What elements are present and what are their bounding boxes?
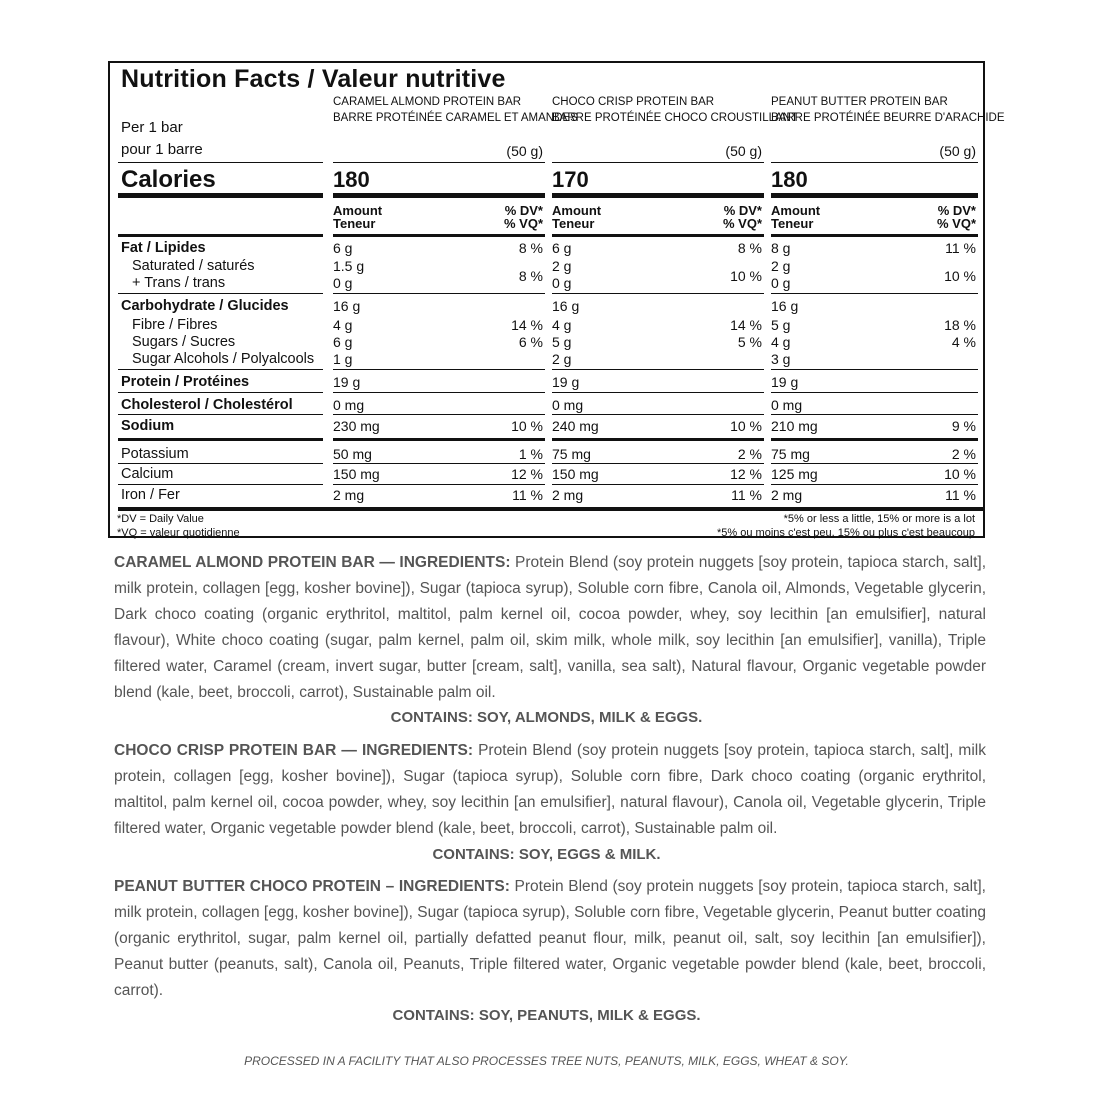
- value-calcium: 150 mg: [552, 466, 599, 482]
- panel-title: Nutrition Facts / Valeur nutritive: [121, 65, 506, 93]
- rule-left-thick: [118, 193, 323, 198]
- value-trans: 0 g: [333, 275, 353, 291]
- footnote-percent-en: *5% or less a little, 15% or more is a lot: [783, 513, 975, 525]
- column-rule: [333, 484, 545, 485]
- value-carb: 16 g: [552, 298, 580, 314]
- dv-fat: 8 %: [518, 240, 543, 256]
- dv-calcium: 12 %: [730, 466, 762, 482]
- column-rule: [771, 369, 978, 370]
- value-sugars: 6 g: [333, 334, 353, 350]
- value-sugars: 5 g: [552, 334, 572, 350]
- column-rule: [552, 234, 764, 237]
- rule-left-header: [118, 234, 323, 237]
- column-rule: [552, 463, 764, 464]
- product-column-peanut: [771, 63, 1005, 507]
- contains-choco: CONTAINS: SOY, EGGS & MILK.: [432, 846, 661, 863]
- label-iron: Iron / Fer: [121, 487, 180, 503]
- value-iron: 2 mg: [333, 487, 365, 503]
- value-fat: 6 g: [552, 240, 572, 256]
- product-name-en: CARAMEL ALMOND PROTEIN BAR: [333, 96, 522, 108]
- label-fibre: Fibre / Fibres: [132, 317, 218, 333]
- column-rule: [333, 392, 545, 393]
- nutrition-facts-panel: [108, 61, 1005, 539]
- value-protein: 19 g: [333, 374, 361, 390]
- rule-left-chol: [118, 414, 323, 415]
- value-carb: 16 g: [771, 298, 799, 314]
- label-cholesterol: Cholesterol / Cholestérol: [121, 397, 293, 413]
- dv-potassium: 2 %: [737, 446, 762, 462]
- dv-saturated-trans: 8 %: [518, 268, 543, 284]
- column-rule: [771, 234, 978, 237]
- value-potassium: 75 mg: [771, 446, 810, 462]
- dv-potassium: 1 %: [518, 446, 543, 462]
- value-sugar-alcohols: 1 g: [333, 351, 353, 367]
- ingredients-text: Protein Blend (soy protein nuggets [soy protein, tapioca starch, salt], milk protein, collagen [egg, kosher bovine]), Sugar (tapioca syrup), Soluble corn fibre, Vegetable glycerin, Peanut butter coating (organic erythritol, sugar, palm kernel oil, partially defatted peanut flour, milk, peanut oil, salt, soy lecithin [an emulsifier]), Peanut butter (peanuts, salt), Canola oil, Peanuts, Triple filtered water, Organic vegetable powder blend (kale, beet, broccoli, carrot).: [114, 878, 986, 999]
- column-rule: [333, 438, 545, 441]
- per-bar-label: Per 1 bar: [121, 119, 183, 136]
- rule-bottom-thick: [118, 507, 984, 511]
- dv-header: % DV*: [723, 203, 762, 218]
- vq-header: % VQ*: [722, 216, 762, 231]
- value-cholesterol: 0 mg: [771, 397, 803, 413]
- label-sodium: Sodium: [121, 418, 175, 434]
- footnote-percent-fr: *5% ou moins c'est peu, 15% ou plus c'est beaucoup: [717, 527, 975, 539]
- value-protein: 19 g: [771, 374, 799, 390]
- dv-sodium: 10 %: [511, 418, 543, 434]
- value-sodium: 210 mg: [771, 418, 818, 434]
- column-rule: [771, 293, 978, 294]
- column-rule: [333, 234, 545, 237]
- vq-header: % VQ*: [936, 216, 976, 231]
- dv-saturated-trans: 10 %: [730, 268, 762, 284]
- contains-caramel: CONTAINS: SOY, ALMONDS, MILK & EGGS.: [390, 709, 703, 726]
- vq-header: % VQ*: [503, 216, 543, 231]
- column-rule: [552, 484, 764, 485]
- column-rule: [552, 162, 764, 163]
- dv-fat: 8 %: [737, 240, 762, 256]
- product-name-fr: BARRE PROTÉINÉE CHOCO CROUSTILLANT: [552, 112, 799, 124]
- value-potassium: 75 mg: [552, 446, 591, 462]
- value-fat: 8 g: [771, 240, 791, 256]
- dv-calcium: 12 %: [511, 466, 543, 482]
- serving-size: (50 g): [939, 143, 976, 159]
- dv-fibre: 18 %: [944, 317, 976, 333]
- label-saturated: Saturated / saturés: [132, 258, 255, 274]
- column-rule: [771, 438, 978, 441]
- value-protein: 19 g: [552, 374, 580, 390]
- column-rule: [333, 162, 545, 163]
- column-rule: [333, 193, 545, 198]
- column-rule: [552, 438, 764, 441]
- rule-left-carb: [118, 369, 323, 370]
- column-rule: [771, 392, 978, 393]
- label-sugars: Sugars / Sucres: [132, 334, 236, 350]
- column-rule: [771, 484, 978, 485]
- dv-header: % DV*: [937, 203, 976, 218]
- column-rule: [552, 369, 764, 370]
- value-iron: 2 mg: [552, 487, 584, 503]
- column-rule: [771, 193, 978, 198]
- column-rule: [333, 463, 545, 464]
- dv-iron: 11 %: [731, 487, 762, 503]
- column-rule: [552, 293, 764, 294]
- dv-header: % DV*: [504, 203, 543, 218]
- column-rule: [771, 414, 978, 415]
- calories-value: 180: [771, 167, 808, 192]
- value-trans: 0 g: [771, 275, 791, 291]
- dv-calcium: 10 %: [944, 466, 976, 482]
- rule-left-sodium: [118, 438, 323, 441]
- column-rule: [552, 392, 764, 393]
- rule-left-protein: [118, 392, 323, 393]
- dv-sodium: 10 %: [730, 418, 762, 434]
- label-fat: Fat / Lipides: [121, 240, 206, 256]
- value-saturated: 2 g: [552, 258, 572, 274]
- value-sugar-alcohols: 3 g: [771, 351, 791, 367]
- ingredients-choco: [114, 738, 986, 842]
- rule-left-fat: [118, 293, 323, 294]
- product-name-en: PEANUT BUTTER PROTEIN BAR: [771, 96, 948, 108]
- dv-fibre: 14 %: [511, 317, 543, 333]
- calories-value: 170: [552, 167, 589, 192]
- rule-left-serving: [118, 162, 323, 163]
- value-calcium: 150 mg: [333, 466, 380, 482]
- label-calcium: Calcium: [121, 466, 174, 482]
- calories-label: Calories: [121, 166, 216, 193]
- value-fibre: 5 g: [771, 317, 791, 333]
- label-carb: Carbohydrate / Glucides: [121, 298, 289, 314]
- column-rule: [333, 369, 545, 370]
- teneur-header: Teneur: [552, 216, 595, 231]
- column-rule: [771, 463, 978, 464]
- column-rule: [552, 193, 764, 198]
- dv-saturated-trans: 10 %: [944, 268, 976, 284]
- label-protein: Protein / Protéines: [121, 374, 250, 390]
- rule-left-potassium: [118, 463, 323, 464]
- calories-value: 180: [333, 167, 370, 192]
- ingredients-peanut: [114, 874, 986, 1004]
- processed-facility-note: PROCESSED IN A FACILITY THAT ALSO PROCESSES TREE NUTS, PEANUTS, MILK, EGGS, WHEAT & SOY.: [244, 1054, 849, 1068]
- column-rule: [771, 162, 978, 163]
- value-sodium: 240 mg: [552, 418, 599, 434]
- serving-size: (50 g): [506, 143, 543, 159]
- dv-sodium: 9 %: [951, 418, 976, 434]
- value-sodium: 230 mg: [333, 418, 380, 434]
- product-name-en: CHOCO CRISP PROTEIN BAR: [552, 96, 715, 108]
- contains-peanut: CONTAINS: SOY, PEANUTS, MILK & EGGS.: [392, 1007, 701, 1024]
- label-trans: + Trans / trans: [132, 275, 226, 291]
- ingredients-heading: CHOCO CRISP PROTEIN BAR — INGREDIENTS:: [114, 742, 474, 759]
- dv-fibre: 14 %: [730, 317, 762, 333]
- value-cholesterol: 0 mg: [333, 397, 365, 413]
- amount-header: Amount: [333, 203, 383, 218]
- rule-left-calcium: [118, 484, 323, 485]
- serving-size: (50 g): [725, 143, 762, 159]
- value-fibre: 4 g: [333, 317, 353, 333]
- value-calcium: 125 mg: [771, 466, 818, 482]
- teneur-header: Teneur: [771, 216, 814, 231]
- amount-header: Amount: [552, 203, 602, 218]
- column-rule: [333, 293, 545, 294]
- ingredients-caramel: [114, 550, 986, 706]
- value-sugars: 4 g: [771, 334, 791, 350]
- value-iron: 2 mg: [771, 487, 803, 503]
- column-rule: [333, 414, 545, 415]
- product-name-fr: BARRE PROTÉINÉE BEURRE D'ARACHIDE: [771, 112, 1005, 124]
- value-cholesterol: 0 mg: [552, 397, 584, 413]
- footnote-vq: *VQ = valeur quotidienne: [117, 527, 240, 539]
- value-trans: 0 g: [552, 275, 572, 291]
- value-saturated: 2 g: [771, 258, 791, 274]
- dv-iron: 11 %: [945, 487, 976, 503]
- dv-iron: 11 %: [512, 487, 543, 503]
- value-fibre: 4 g: [552, 317, 572, 333]
- dv-sugars: 5 %: [737, 334, 762, 350]
- dv-sugars: 6 %: [518, 334, 543, 350]
- per-barre-label: pour 1 barre: [121, 141, 203, 158]
- teneur-header: Teneur: [333, 216, 376, 231]
- column-rule: [552, 414, 764, 415]
- value-fat: 6 g: [333, 240, 353, 256]
- dv-sugars: 4 %: [951, 334, 976, 350]
- value-saturated: 1.5 g: [333, 258, 365, 274]
- dv-fat: 11 %: [945, 240, 976, 256]
- value-potassium: 50 mg: [333, 446, 372, 462]
- ingredients-text: Protein Blend (soy protein nuggets [soy protein, tapioca starch, salt], milk protein, collagen [egg, kosher bovine]), Sugar (tapioca syrup), Soluble corn fibre, Canola oil, Almonds, Vegetable glycerin, Dark choco coating (organic erythritol, maltitol, palm kernel oil, cocoa powder, whey, soy lecithin [an emulsifier], natural flavour), White choco coating (sugar, palm kernel, palm oil, skim milk, whole milk, soy lecithin [an emulsifier], vanilla), Triple filtered water, Caramel (cream, invert sugar, butter [cream, salt], vanilla, sea salt), Natural flavour, Organic vegetable powder blend (kale, beet, broccoli, carrot), Sustainable palm oil.: [114, 554, 986, 701]
- dv-potassium: 2 %: [951, 446, 976, 462]
- label-sugar-alcohols: Sugar Alcohols / Polyalcools: [132, 351, 315, 367]
- footnote-dv: *DV = Daily Value: [117, 513, 204, 525]
- product-name-fr: BARRE PROTÉINÉE CARAMEL ET AMANDES: [333, 112, 578, 124]
- ingredients-text: Protein Blend (soy protein nuggets [soy protein, tapioca starch, salt], milk protein, collagen [egg, kosher bovine]), Sugar (tapioca syrup), Soluble corn fibre, Dark choco coating (organic erythritol, maltitol, palm kernel oil, cocoa powder, whey, soy lecithin [an emulsifier], natural flavour), Canola oil, Vegetable glycerin, Triple filtered water, Organic vegetable powder blend (kale, beet, broccoli, carrot), Sustainable palm oil.: [114, 742, 986, 837]
- ingredients-heading: CARAMEL ALMOND PROTEIN BAR — INGREDIENTS:: [114, 554, 511, 571]
- label-potassium: Potassium: [121, 446, 189, 462]
- ingredients-heading: PEANUT BUTTER CHOCO PROTEIN – INGREDIENTS:: [114, 878, 510, 895]
- amount-header: Amount: [771, 203, 821, 218]
- value-sugar-alcohols: 2 g: [552, 351, 572, 367]
- value-carb: 16 g: [333, 298, 361, 314]
